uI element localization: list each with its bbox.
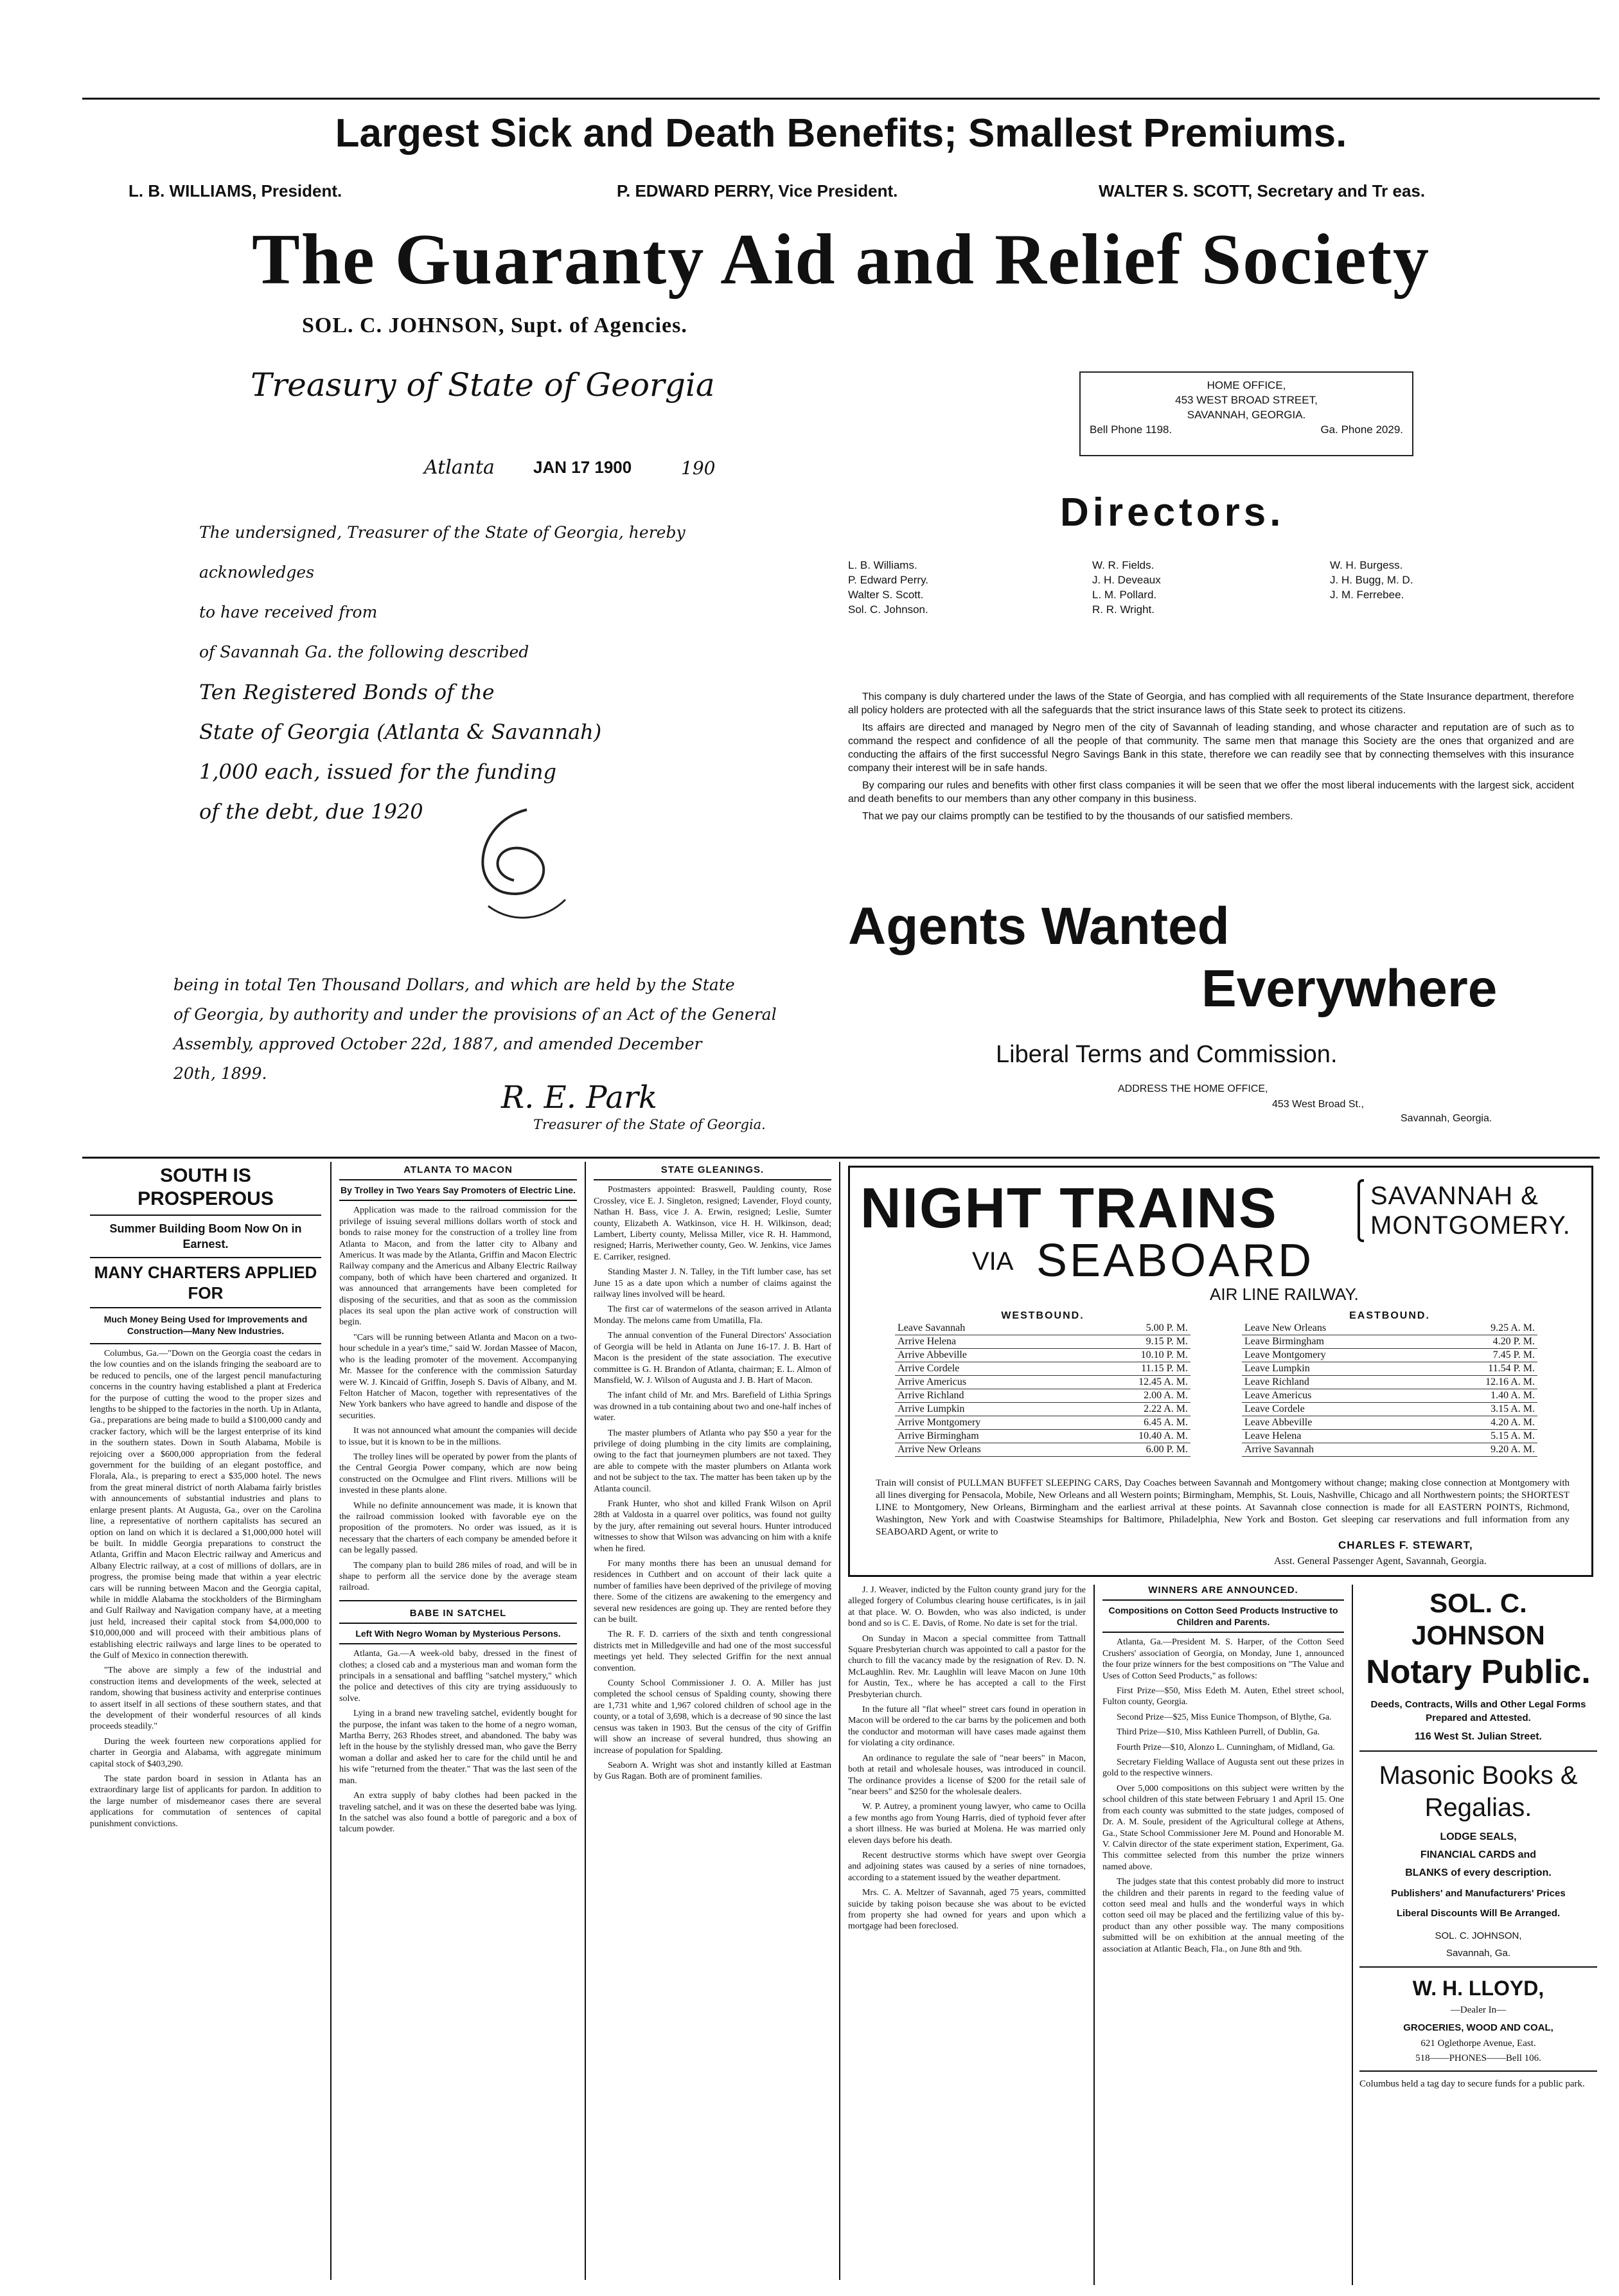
director-name: Walter S. Scott. [848, 589, 924, 601]
company-paragraph: That we pay our claims promptly can be testified to by the thousands of our satisfied members. [862, 811, 1293, 822]
weaver-paragraph: J. J. Weaver, indicted by the Fulton county grand jury for the alleged forgery of Columbus clearing house certificates, is in jail at that place. W. O. Bowden, who was also indicted, is under bond and so is C. E. Davis, of Rome. No date is set for the trial. [848, 1585, 1086, 1629]
schedule-station: Arrive Savannah [1242, 1443, 1423, 1457]
certificate-date-stamp: JAN 17 1900 [533, 458, 632, 477]
agents-everywhere: Everywhere [1201, 959, 1498, 1018]
schedule-station: Arrive Lumpkin [895, 1403, 1078, 1416]
schedule-station: Leave Birmingham [1242, 1335, 1423, 1349]
schedule-time: 12.16 A. M. [1423, 1376, 1537, 1389]
director-name: J. H. Bugg, M. D. [1330, 574, 1413, 586]
agents-wanted: Agents Wanted [848, 897, 1230, 956]
directors-list [848, 558, 1568, 617]
news-column-state [594, 1164, 831, 2283]
schedule-time: 9.20 A. M. [1423, 1443, 1537, 1457]
schedule-row [1242, 1322, 1537, 1335]
schedule-station: Leave Abbeville [1242, 1416, 1423, 1430]
atlanta-macon-paragraph: Application was made to the railroad commission for the privilege of issuing several millions dollars worth of stock and bonds to raise money for the construction of a trolley line from Atlanta to Macon, and from the latter city to Albany and Americus. It was made by the Atlanta, Griffin and Macon Electric Railway company and the Americus and Albany Electric Railway company, both of which have been chartered and organized. It was announced that arrangements have been completed for disposing of the securities, and that as soon as the commission places its seal upon the plan active work of construction will begin. [339, 1206, 577, 1328]
south-subhead: Summer Building Boom Now On in Earnest. [109, 1222, 302, 1250]
masonic-title-1: Masonic Books & [1379, 1761, 1578, 1790]
state-paragraph: Postmasters appointed: Braswell, Paulding county, Rose Crossley, vice E. J. Singleton, resigned; Lavender, Floyd county, Nathan H. Bass, vice J. A. Erwin, resigned; Leslie, Sumter county, Elizabeth A. Watkinson, vice H. H. Wilkinson, dead; Lambert, Liberty county, Melissa Miller, vice R. H. Hammond, resigned; Harris, Meriwether county, Geo. W. Jenkins, vice James E. Carriker, resigned. [594, 1185, 831, 1262]
schedule-station: Leave Richland [1242, 1376, 1423, 1389]
schedule-station: Arrive Americus [895, 1376, 1078, 1389]
lloyd-phones: 518——PHONES——Bell 106. [1415, 2053, 1541, 2063]
director-name: P. Edward Perry. [848, 574, 929, 586]
schedule-time: 6.45 A. M. [1078, 1416, 1190, 1430]
schedule-station: Arrive Abbeville [895, 1349, 1078, 1362]
schedule-time: 10.10 P. M. [1078, 1349, 1190, 1362]
news-column-atlanta [339, 1164, 577, 2283]
director-name: W. H. Burgess. [1330, 559, 1403, 571]
winners-paragraph: Over 5,000 compositions on this subject were written by the school children of this state between February 1 and April 15. One from each county was submitted to the state judges, composed of Dr. A. M. Soule, president of the Agricultural college at Athens, Ga., State School Commissioner Jere M. Pound and Honorable M. V. Calvin director of the state experiment station, Experiment, Ga. This committee selected from this number the prize winners named above. [1102, 1783, 1344, 1872]
classified-ads [1359, 1587, 1597, 2285]
eastbound-table [1242, 1322, 1537, 1457]
certificate-title: Treasury of State of Georgia [251, 366, 715, 404]
masonic-line-2: FINANCIAL CARDS and [1420, 1849, 1537, 1860]
schedule-station: Arrive New Orleans [895, 1443, 1078, 1457]
certificate-year: 190 [681, 458, 716, 479]
certificate-place: Atlanta [424, 456, 495, 479]
night-trains-dest-1: SAVANNAH & [1370, 1182, 1539, 1210]
winners-paragraph: Second Prize—$25, Miss Eunice Thompson, of Blythe, Ga. [1117, 1712, 1332, 1722]
babe-headline: BABE IN SATCHEL [409, 1607, 507, 1619]
certificate-line: Ten Registered Bonds of the [199, 680, 495, 704]
south-paragraph: Columbus, Ga.—"Down on the Georgia coast the cedars in the low counties and on the islands fringing the seaboard are to be reduced to pencils, one of the largest pencil manufacturing concerns in the country having established a plant at Frederica for the purpose of cutting the wood to the proper sizes and lengths to be shipped to the factories in the north. Up in Atlanta, Ga., preparations are being made to build a $100,000 candy and cracker factory, which will be the largest enterprise of its kind in the southern states. Down in South Alabama, Mobile is rejoicing over a $600,000 appropriation from the federal government for the building of an elegant postoffice, and Florala, Ala., is preparing to erect a $35,000 hotel. The news from the great mineral district of north Alabama fairly bristles with announcements of substantial industries and plans to enlarge present plants. At Augusta, Ga., over on the Carolina line, a representative of northern capitalists has secured an option on land on which it is declared a $1,000,000 hotel will be built. In middle Georgia preparations to construct the Atlanta, Griffin and Macon Electric railway and Americus and Albany Electric railway, at a cost of millions of dollars, are in progress, the promise being made that within a year electric cars will be running between Macon and the Georgia capital, while in middle Alabama the stockholders of the Birmingham and Gulf Railway and Navigation company have, at a meeting just held, increased their capital stock from $4,000,000 to $10,000,000 and will proceed with their ambitious plans of establishing electric railways and large lines to be operated to the Gulf of Mexico in connection therewith. [90, 1349, 321, 1660]
news-column-winners [1102, 1585, 1344, 2285]
eastbound-heading: EASTBOUND. [1349, 1310, 1430, 1321]
schedule-station: Leave New Orleans [1242, 1322, 1423, 1335]
schedule-row [895, 1430, 1190, 1443]
schedule-time: 2.00 A. M. [1078, 1389, 1190, 1403]
winners-paragraph: First Prize—$50, Miss Edeth M. Auten, Ethel street school, Fulton county, Georgia. [1102, 1686, 1344, 1707]
lloyd-dealer: —Dealer In— [1450, 2005, 1507, 2015]
weaver-paragraph: W. P. Autrey, a prominent young lawyer, who came to Ocilla a few months ago from Young Harris, died of typhoid fever after a short illness. He was buried at Molena. He was married only eleven days before his death. [848, 1802, 1086, 1846]
director-name: R. R. Wright. [1092, 603, 1155, 616]
home-office-address: 453 WEST BROAD STREET, [1175, 394, 1318, 406]
night-trains-seaboard: SEABOARD [1036, 1235, 1314, 1286]
home-office-phones [1090, 422, 1403, 437]
schedule-row [895, 1416, 1190, 1430]
state-paragraph: Standing Master J. N. Talley, in the Tift lumber case, has set June 15 as a date upon which a number of claims against the railway lines involved will be heard. [594, 1267, 831, 1300]
schedule-row [1242, 1443, 1537, 1457]
babe-paragraph: Lying in a brand new traveling satchel, evidently bought for the purpose, the infant was taken to the home of a negro woman, Martha Berry, 263 Rhodes street, and abandoned. The baby was left in the house by the stylishly dressed man, who gave the Berry woman a dollar and asked her to care for the child until he and his wife "returned from the theater." That was the last seen of the man. [339, 1709, 577, 1786]
weaver-paragraph: An ordinance to regulate the sale of "near beers" in Macon, both at retail and wholesale houses, was introduced in council. The ordinance provides a license of $200 for the retail sale of "near beers" and $250 for the wholesale dealers. [848, 1753, 1086, 1797]
director-name: J. M. Ferrebee. [1330, 589, 1404, 601]
schedule-time: 12.45 A. M. [1078, 1376, 1190, 1389]
weaver-paragraph: On Sunday in Macon a special committee from Tattnall Square Presbyterian church was appointed to call a pastor for the church to fill the vacancy made by the resignation of Rev. D. N. McLaughlin. Rev. Mr. Laughlin will leave Macon on June 10th for Austin, Tex., where he has accepted a call to the First Presbyterian church. [848, 1633, 1086, 1700]
schedule-row [895, 1403, 1190, 1416]
babe-paragraph: An extra supply of baby clothes had been packed in the traveling satchel, and it was on these the deserted babe was lying. In the satchel was also found a bottle of paregoric and a box of talcum powder. [339, 1791, 577, 1835]
notary-name: SOL. C. JOHNSON [1411, 1588, 1545, 1650]
schedule-row [1242, 1430, 1537, 1443]
schedule-station: Leave Helena [1242, 1430, 1423, 1443]
treasury-certificate [90, 347, 822, 1144]
masonic-city: Savannah, Ga. [1446, 1948, 1511, 1959]
atlanta-macon-paragraph: It was not announced what amount the companies will decide to issue, but it is known to be in the millions. [339, 1426, 577, 1447]
certificate-line: being in total Ten Thousand Dollars, and which are held by the State [173, 975, 735, 994]
footer-note: Columbus held a tag day to secure funds for a public park. [1359, 2079, 1585, 2089]
home-office-phone-ga: Ga. Phone 2029. [1320, 423, 1403, 436]
home-office-phone-bell: Bell Phone 1198. [1090, 423, 1172, 436]
certificate-body [199, 513, 803, 832]
agents-address-2: 453 West Broad St., [1272, 1099, 1364, 1110]
winners-paragraph: The judges state that this contest probably did more to instruct the children and their parents in regard to the feeding value of cotton seed meal and hulls and the wonderful ways in which cotton seed oil may be placed and the fertilizing value of this by-product than any other possible way. The many compositions submitted will be on exhibition at the annual meeting of the association at Atlantic Beach, Fla., on June 8th and 9th. [1102, 1877, 1344, 1954]
weaver-paragraph: In the future all "flat wheel" street cars found in operation in Macon will be ordered to the car barns by the policemen and both the conductor and motorman will have cases made against them for violating a city ordinance. [848, 1705, 1086, 1749]
officer-president: L. B. WILLIAMS, President. [128, 181, 342, 200]
banner-headline: Largest Sick and Death Benefits; Smallest Premiums. [335, 111, 1347, 156]
night-trains-ad [848, 1166, 1593, 1577]
night-trains-note: Train will consist of PULLMAN BUFFET SLEEPING CARS, Day Coaches between Savannah and Montgomery without change; making close connection at Montgomery with all lines diverging for Pensacola, Mobile, New Orleans and all Western points; Birmingham, Memphis, St. Louis, Nashville, Chicago and all Northwestern points; the SHORTEST LINE to Montgomery, New Orleans, Birmingham and the earliest arrival at these points. At Savannah close connection is made for all EASTERN POINTS, Richmond, Washington, New York and with Coastwise Steamships for Baltimore, Philadelphia, New York and Boston. Get sleeping car reservations and full information from any SEABOARD Agent, or write to [876, 1478, 1570, 1537]
certificate-line: Assembly, approved October 22d, 1887, and amended December [173, 1035, 702, 1053]
treasurer-title: Treasurer of the State of Georgia. [533, 1117, 766, 1132]
westbound-heading: WESTBOUND. [1001, 1310, 1084, 1321]
schedule-time: 6.00 P. M. [1078, 1443, 1190, 1457]
south-subhead-2: Much Money Being Used for Improvements and Construction—Many New Industries. [103, 1314, 308, 1336]
brace-icon [1358, 1179, 1364, 1242]
company-paragraph: By comparing our rules and benefits with other first class companies it will be seen that we offer the most liberal inducements with the largest sick, accident and death benefits to our members than any other company in this business. [848, 780, 1574, 805]
schedule-station: Leave Americus [1242, 1389, 1423, 1403]
schedule-time: 9.15 P. M. [1078, 1335, 1190, 1349]
state-paragraph: The master plumbers of Atlanta who pay $50 a year for the privilege of doing plumbing in the city limits are complaining, owing to the fact that journeymen plumbers are not taxed. They are able to compete with the master plumbers on Atlanta work and not be subject to the tax. The matter has been taken up by the Atlanta council. [594, 1428, 831, 1494]
lloyd-address: 621 Oglethorpe Avenue, East. [1420, 2038, 1536, 2049]
certificate-line: The undersigned, Treasurer of the State of Georgia, hereby acknowledges [199, 523, 686, 582]
weaver-paragraph: Mrs. C. A. Meltzer of Savannah, aged 75 years, committed suicide by taking poison because she was about to be evicted from property she had owned for years and upon which a mortgage had been foreclosed. [848, 1888, 1086, 1932]
agents-address-1: ADDRESS THE HOME OFFICE, [1118, 1083, 1268, 1094]
schedule-row [895, 1443, 1190, 1457]
column-rule [585, 1162, 586, 2280]
schedule-time: 1.40 A. M. [1423, 1389, 1537, 1403]
agents-address-3: Savannah, Georgia. [1401, 1113, 1492, 1124]
masonic-line-3: BLANKS of every description. [1405, 1867, 1552, 1878]
south-paragraph: "The above are simply a few of the industrial and construction items and developments of the week, selected at random, showing that business activity and enterprise continues to assert itself in all sections of these southern states, and that the development of their wonderful resources of all kinds proceeds steadily." [90, 1666, 321, 1732]
night-trains-agent-name: CHARLES F. STEWART, [1338, 1539, 1473, 1551]
notary-title: Notary Public. [1366, 1653, 1591, 1691]
directors-col-3 [1330, 558, 1561, 617]
schedule-time: 4.20 P. M. [1423, 1335, 1537, 1349]
schedule-row [1242, 1389, 1537, 1403]
schedule-row [895, 1389, 1190, 1403]
schedule-row [895, 1362, 1190, 1376]
schedule-row [895, 1349, 1190, 1362]
directors-col-1 [848, 558, 1092, 617]
winners-subhead: Compositions on Cotton Seed Products Instructive to Children and Parents. [1108, 1605, 1338, 1628]
column-rule [839, 1162, 840, 2280]
pen-flourish-icon [450, 797, 578, 938]
state-paragraph: For many months there has been an unusual demand for residences in Cuthbert and on account of their lack quite a number of families have been deprived of the privilege of moving there. Some of the citizens are awakening to the emergency and several new residences are going up. They are rented before they can be built. [594, 1559, 831, 1625]
schedule-station: Arrive Cordele [895, 1362, 1078, 1376]
schedule-time: 7.45 P. M. [1423, 1349, 1537, 1362]
masonic-title-2: Regalias. [1424, 1793, 1532, 1822]
schedule-station: Arrive Birmingham [895, 1430, 1078, 1443]
ad-divider-rule [82, 1157, 1600, 1159]
winners-paragraph: Secretary Fielding Wallace of Augusta sent out these prizes in gold to the respective winners. [1102, 1758, 1344, 1779]
south-paragraph: The state pardon board in session in Atlanta has an extraordinary large list of applicants for pardon. In addition to the large number of misdemeanor cases there are several applications for commutation of sentences of capital punishment convictions. [90, 1774, 321, 1829]
winners-headline: WINNERS ARE ANNOUNCED. [1148, 1585, 1298, 1596]
schedule-station: Leave Cordele [1242, 1403, 1423, 1416]
atlanta-macon-headline: ATLANTA TO MACON [403, 1164, 513, 1175]
babe-paragraph: Atlanta, Ga.—A week-old baby, dressed in the finest of clothes; a closed cab and a mysterious man and woman form the principals in a sensational and baffling "satchel mystery," which the police and detectives of this city are trying assiduously to solve. [339, 1649, 577, 1704]
night-trains-railway: AIR LINE RAILWAY. [1210, 1285, 1359, 1304]
masonic-line-1: LODGE SEALS, [1440, 1831, 1517, 1842]
schedule-time: 10.40 A. M. [1078, 1430, 1190, 1443]
director-name: W. R. Fields. [1092, 559, 1155, 571]
certificate-line: of Georgia, by authority and under the provisions of an Act of the General [173, 1005, 777, 1024]
company-paragraph: This company is duly chartered under the laws of the State of Georgia, and has complied with all requirements of the State Insurance department, therefore all policy holders are protected with all the safeguards that the strict insurance laws of this State seek to protect its citizens. [848, 691, 1574, 716]
babe-subhead: Left With Negro Woman by Mysterious Persons. [355, 1628, 561, 1639]
directors-col-2 [1092, 558, 1330, 617]
schedule-time: 5.00 P. M. [1078, 1322, 1190, 1335]
schedule-station: Arrive Helena [895, 1335, 1078, 1349]
south-headline-2: MANY CHARTERS APPLIED FOR [94, 1263, 317, 1303]
schedule-station: Leave Montgomery [1242, 1349, 1423, 1362]
lloyd-goods: GROCERIES, WOOD AND COAL, [1403, 2022, 1553, 2033]
officer-vice-president: P. EDWARD PERRY, Vice President. [617, 181, 898, 200]
home-office-box [1079, 371, 1413, 456]
schedule-row [1242, 1349, 1537, 1362]
schedule-time: 4.20 A. M. [1423, 1416, 1537, 1430]
schedule-row [1242, 1416, 1537, 1430]
night-trains-via: VIA [972, 1247, 1014, 1276]
notary-address: 116 West St. Julian Street. [1414, 1731, 1542, 1742]
society-name: The Guaranty Aid and Relief Society [251, 220, 1431, 299]
certificate-line: to have received from [199, 603, 378, 621]
director-name: J. H. Deveaux [1092, 574, 1161, 586]
notary-services: Deeds, Contracts, Wills and Other Legal Forms Prepared and Attested. [1370, 1699, 1586, 1723]
masonic-name: SOL. C. JOHNSON, [1435, 1930, 1522, 1941]
westbound-table [895, 1322, 1190, 1457]
company-paragraph: Its affairs are directed and managed by Negro men of the city of Savannah of leading standing, and whose character and reputation are of such as to command the respect and confidence of all the people of that community. The same men that manage this Society are the ones that organized and are conducting the affairs of the first successful Negro Savings Bank in this state, therefore we can readily see that by connecting themselves with this insurance company their interest will be in safe hands. [848, 722, 1574, 774]
night-trains-agent-title: Asst. General Passenger Agent, Savannah, Georgia. [1274, 1556, 1487, 1567]
certificate-line: 20th, 1899. [173, 1064, 267, 1083]
news-column-south [90, 1164, 321, 2283]
masonic-line-4: Publishers' and Manufacturers' Prices [1391, 1888, 1566, 1899]
atlanta-macon-paragraph: While no definite announcement was made, it is known that the railroad commission looked with favorable eye on the proposition of the promoters. No order was issued, as it is necessary that the charters of each company be amended before it can be legally passed. [339, 1500, 577, 1556]
column-rule [1093, 1585, 1095, 2285]
winners-paragraph: Third Prize—$10, Miss Kathleen Purrell, of Dublin, Ga. [1117, 1727, 1320, 1738]
agents-terms: Liberal Terms and Commission. [996, 1041, 1338, 1068]
schedule-station: Arrive Montgomery [895, 1416, 1078, 1430]
schedule-row [1242, 1335, 1537, 1349]
certificate-line: 1,000 each, issued for the funding [199, 760, 556, 784]
certificate-body-2 [173, 970, 816, 1089]
director-name: L. M. Pollard. [1092, 589, 1157, 601]
home-office-title: HOME OFFICE, [1207, 379, 1286, 391]
schedule-row [1242, 1362, 1537, 1376]
atlanta-macon-paragraph: The company plan to build 286 miles of road, and will be in shape to perform all the service done by the average steam railroad. [339, 1560, 577, 1593]
certificate-line: State of Georgia (Atlanta & Savannah) [199, 720, 602, 744]
certificate-line: of the debt, due 1920 [199, 799, 423, 824]
masonic-line-5: Liberal Discounts Will Be Arranged. [1396, 1908, 1561, 1919]
state-gleanings-headline: STATE GLEANINGS. [660, 1164, 765, 1175]
certificate-line: of Savannah Ga. the following described [199, 643, 529, 661]
column-rule [1352, 1585, 1353, 2285]
company-description [848, 690, 1574, 827]
night-trains-title: NIGHT TRAINS [860, 1176, 1278, 1240]
schedule-station: Arrive Richland [895, 1389, 1078, 1403]
schedule-row [895, 1335, 1190, 1349]
winners-paragraph: Fourth Prize—$10, Alonzo L. Cunningham, of Midland, Ga. [1117, 1742, 1335, 1752]
weaver-paragraph: Recent destructive storms which have swept over Georgia and adjoining states was caused by a series of nine tornadoes, according to a statement issued by the weather department. [848, 1850, 1086, 1883]
schedule-time: 5.15 A. M. [1423, 1430, 1537, 1443]
schedule-time: 2.22 A. M. [1078, 1403, 1190, 1416]
night-trains-dest-2: MONTGOMERY. [1370, 1211, 1571, 1240]
schedule-time: 11.15 P. M. [1078, 1362, 1190, 1376]
schedule-row [1242, 1403, 1537, 1416]
schedule-row [895, 1376, 1190, 1389]
state-paragraph: Frank Hunter, who shot and killed Frank Wilson on April 28th at Valdosta in a quarrel over politics, was found not guilty by the jury, after remaining out several hours. Hunter introduced witnesses to show that Wilson was advancing on him with a knife when he fired. [594, 1499, 831, 1554]
state-paragraph: Seaborn A. Wright was shot and instantly killed at Eastman by Gus Ragan. Both are of prominent families. [594, 1760, 831, 1782]
schedule-row [895, 1322, 1190, 1335]
top-rule [82, 98, 1600, 100]
eastbound-schedule [1242, 1310, 1537, 1457]
schedule-time: 3.15 A. M. [1423, 1403, 1537, 1416]
state-paragraph: The R. F. D. carriers of the sixth and tenth congressional districts met in Milledgeville and had one of the most successful meetings yet held. They selected Griffin for the next annual convention. [594, 1630, 831, 1673]
treasurer-signature: R. E. Park [501, 1080, 657, 1116]
south-paragraph: During the week fourteen new corporations applied for charter in Georgia and Alabama, with aggregate minimum capital stock of $403,290. [90, 1736, 321, 1769]
directors-heading: Directors. [1060, 490, 1285, 535]
south-headline: SOUTH IS PROSPEROUS [137, 1165, 274, 1209]
column-rule [330, 1162, 332, 2280]
westbound-schedule [895, 1310, 1190, 1457]
state-paragraph: The first car of watermelons of the season arrived in Atlanta Monday. The melons came from Umatilla, Fla. [594, 1304, 831, 1326]
lloyd-name: W. H. LLOYD, [1412, 1977, 1544, 2000]
atlanta-macon-subhead: By Trolley in Two Years Say Promoters of Electric Line. [341, 1185, 576, 1196]
news-column-weaver [848, 1585, 1086, 2285]
schedule-station: Leave Savannah [895, 1322, 1078, 1335]
winners-paragraph: Atlanta, Ga.—President M. S. Harper, of the Cotton Seed Crushers' association of Georgia, on Monday, June 1, announced the four prize winners for the best compositions on "The Value and Uses of Cotton Seed Products," as follows: [1102, 1637, 1344, 1681]
schedule-row [1242, 1376, 1537, 1389]
schedule-time: 9.25 A. M. [1423, 1322, 1537, 1335]
atlanta-macon-paragraph: "Cars will be running between Atlanta and Macon on a two-hour schedule in a year's time," said W. Jordan Massee of Macon, who is the leading promoter of the movement. Accompanying Mr. Massee for the conference with the commission Saturday were W. J. Kincaid of Griffin, Joseph S. Davis of Albany, and M. Felton Hatcher of Macon, together with representatives of the New York bankers who have agreed to handle and dispose of the securities. [339, 1332, 577, 1421]
atlanta-macon-paragraph: The trolley lines will be operated by power from the plants of the Central Georgia Power company, which are now being constructed on the Ocmulgee and Flint rivers. Millions will be invested in these plants alone. [339, 1452, 577, 1496]
state-paragraph: The infant child of Mr. and Mrs. Barefield of Lithia Springs was drowned in a tub containing about two and one-half inches of water. [594, 1391, 831, 1423]
director-name: L. B. Williams. [848, 559, 917, 571]
schedule-station: Leave Lumpkin [1242, 1362, 1423, 1376]
superintendent-line: SOL. C. JOHNSON, Supt. of Agencies. [302, 314, 687, 337]
home-office-city: SAVANNAH, GEORGIA. [1187, 409, 1306, 421]
officer-secretary: WALTER S. SCOTT, Secretary and Tr eas. [1099, 181, 1426, 200]
schedule-time: 11.54 P. M. [1423, 1362, 1537, 1376]
state-paragraph: The annual convention of the Funeral Directors' Association of Georgia will be held in Atlanta on June 16-17. J. B. Hart of Macon is the president of the state association. The executive committee is G. H. Brandon of Atlanta, chairman; E. L. Almon of Mansfield, W. J. Wilson of Augusta and J. B. Hart of Macon. [594, 1331, 831, 1385]
director-name: Sol. C. Johnson. [848, 603, 928, 616]
state-paragraph: County School Commissioner J. O. A. Miller has just completed the school census of Spalding county, showing there are 1,731 white and 1,967 colored children of school age in the county, or a total of 3,698, which is a decrease of 90 since the last census was taken in 1903. But the census of the city of Griffin will show an increase of several hundred, thus showing an increase of population for Spalding. [594, 1678, 831, 1756]
